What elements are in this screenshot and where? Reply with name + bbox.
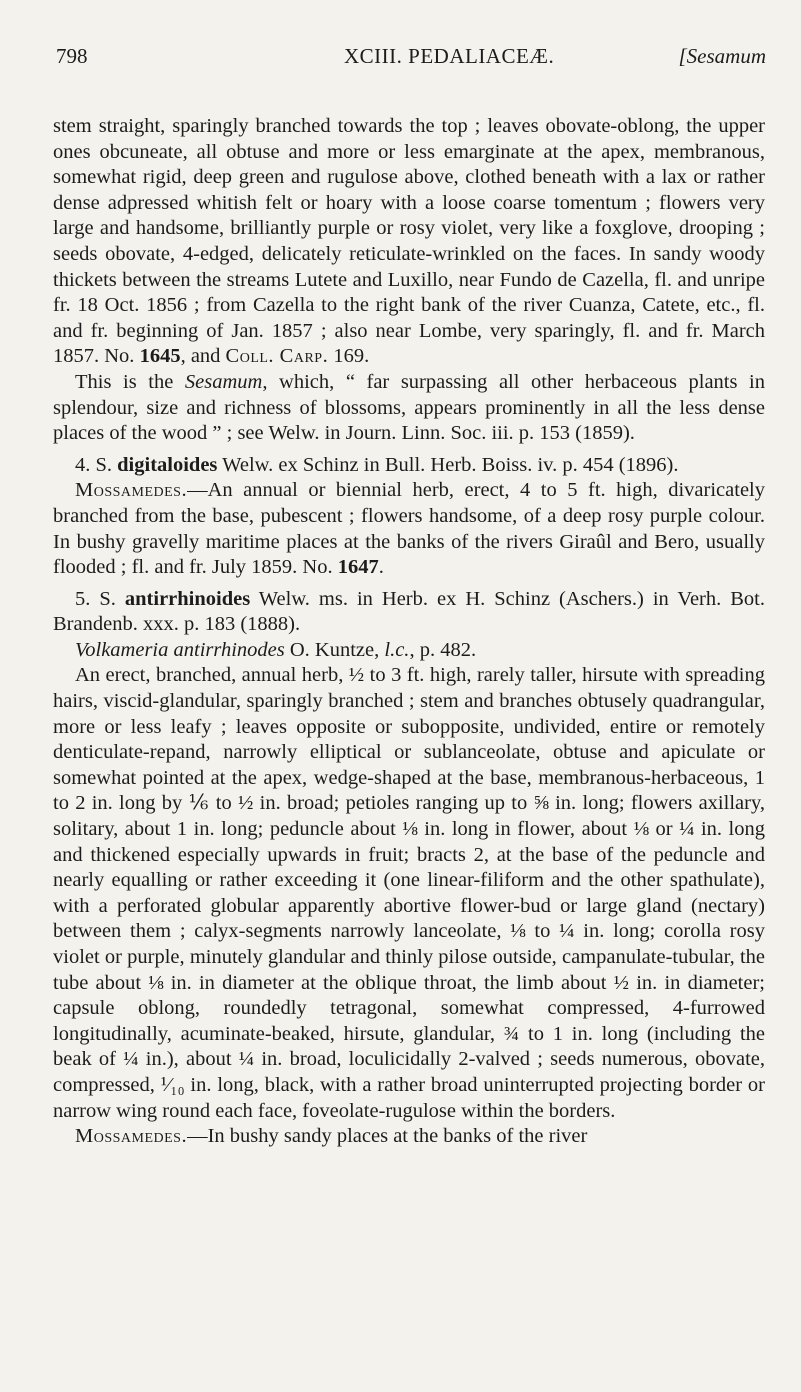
synonym-name: Volkameria antirrhinodes: [75, 638, 285, 661]
section-title: XCIII. PEDALIACEÆ.: [344, 44, 555, 68]
running-header: [56, 44, 766, 74]
genus-heading: [Sesamum: [678, 44, 766, 68]
page-number: 798: [56, 44, 88, 68]
locality-label: Mossamedes.: [75, 1125, 188, 1148]
specimen-number: 1647: [337, 556, 379, 579]
paragraph-note: This is the Sesamum, which, “ far surpassing all other herbaceous plants in splendour, size and richness of blossoms, appears prominently in all the less dense places of the wood ” ; see Welw. in Journ. Linn. Soc. iii. p. 153 (1859).: [53, 370, 765, 445]
species-description-5: An erect, branched, annual herb, ½ to 3 ft. high, rarely taller, hirsute with spreading hairs, viscid-glandular, sparingly branched ; stem and branches obtusely quadrangular, more or less leafy ; leaves opposite or subopposite, undivided, entire or remotely denticulate-repand, narrowly elliptical or sublanceolate, obtuse and apiculate or somewhat pointed at the apex, wedge-shaped at the base, membranous-herbaceous, 1 to 2 in. long by ⅙ to ½ in. broad; petioles ranging up to ⅝ in. long; flowers axillary, solitary, about 1 in. long; peduncle about ⅛ in. long in flower, about ⅛ or ¼ in. long and thickened especially upwards in fruit; bracts 2, at the base of the peduncle and nearly equalling or rather exceeding it (one linear-filiform and the other spathulate), with a perforated globular apparently abortive flower-bud or large gland (nectary) between them ; calyx-segments narrowly lanceolate, ⅛ to ¼ in. long; corolla rosy violet or purple, minutely glandular and thinly pilose outside, campanulate-tubular, the tube about ⅛ in. in diameter at the oblique throat, the limb about ½ in. in diameter; capsule oblong, roundedly tetragonal, somewhat compressed, 4-furrowed longitudinally, acuminate-beaked, hirsute, glandular, ¾ to 1 in. long (including the beak of ¼ in.), about ¼ in. broad, loculicidally 2-valved ; seeds numerous, obovate, compressed, ¹⁄₁₀ in. long, black, with a rather broad uninterrupted projecting border or narrow wing round each face, foveolate-rugulose within the borders.: [53, 664, 765, 1122]
body-text: [53, 114, 765, 1150]
collection-name: Coll. Carp.: [225, 345, 329, 368]
species-name: antirrhinoides: [124, 587, 251, 610]
species-locality-5: Mossamedes.—In bushy sandy places at the banks of the river: [75, 1125, 588, 1148]
locality-label: Mossamedes.: [75, 479, 188, 502]
species-name: digitaloides: [117, 453, 218, 476]
species-heading-4: 4. S. digitaloides Welw. ex Schinz in Bull. Herb. Boiss. iv. p. 454 (1896).: [75, 453, 679, 476]
species-heading-5: 5. S. antirrhinoides Welw. ms. in Herb. ex H. Schinz (Aschers.) in Verh. Bot. Brandenb. xxx. p. 183 (1888).: [53, 587, 765, 636]
synonym-line: Volkameria antirrhinodes O. Kuntze, l.c., p. 482.: [75, 638, 477, 661]
species-description-4: Mossamedes.—An annual or biennial herb, erect, 4 to 5 ft. high, divaricately branched from the base, pubescent ; flowers handsome, of a deep rosy purple colour. In bushy gravelly maritime places at the banks of the rivers Giraûl and Bero, usually flooded ; fl. and fr. July 1859. No. 1647.: [53, 479, 765, 579]
paragraph-continuation: stem straight, sparingly branched towards the top ; leaves obovate-oblong, the upper ones obcuneate, all obtuse and more or less emarginate at the apex, membranous, somewhat rigid, deep green and rugulose above, clothed beneath with a lax or rather dense adpressed whitish felt or hoary with a loose coarse tomentum ; flowers very large and handsome, brilliantly purple or rosy violet, very like a foxglove, drooping ; seeds obovate, 4-edged, delicately reticulate-wrinkled on the faces. In sandy woody thickets between the streams Lutete and Luxillo, near Fundo de Cazella, fl. and unripe fr. 18 Oct. 1856 ; from Cazella to the right bank of the river Cuanza, Catete, etc., fl. and fr. beginning of Jan. 1857 ; also near Lombe, very sparingly, fl. and fr. March 1857. No. 1645, and Coll. Carp. 169.: [53, 115, 765, 368]
specimen-number: 1645: [139, 345, 181, 368]
